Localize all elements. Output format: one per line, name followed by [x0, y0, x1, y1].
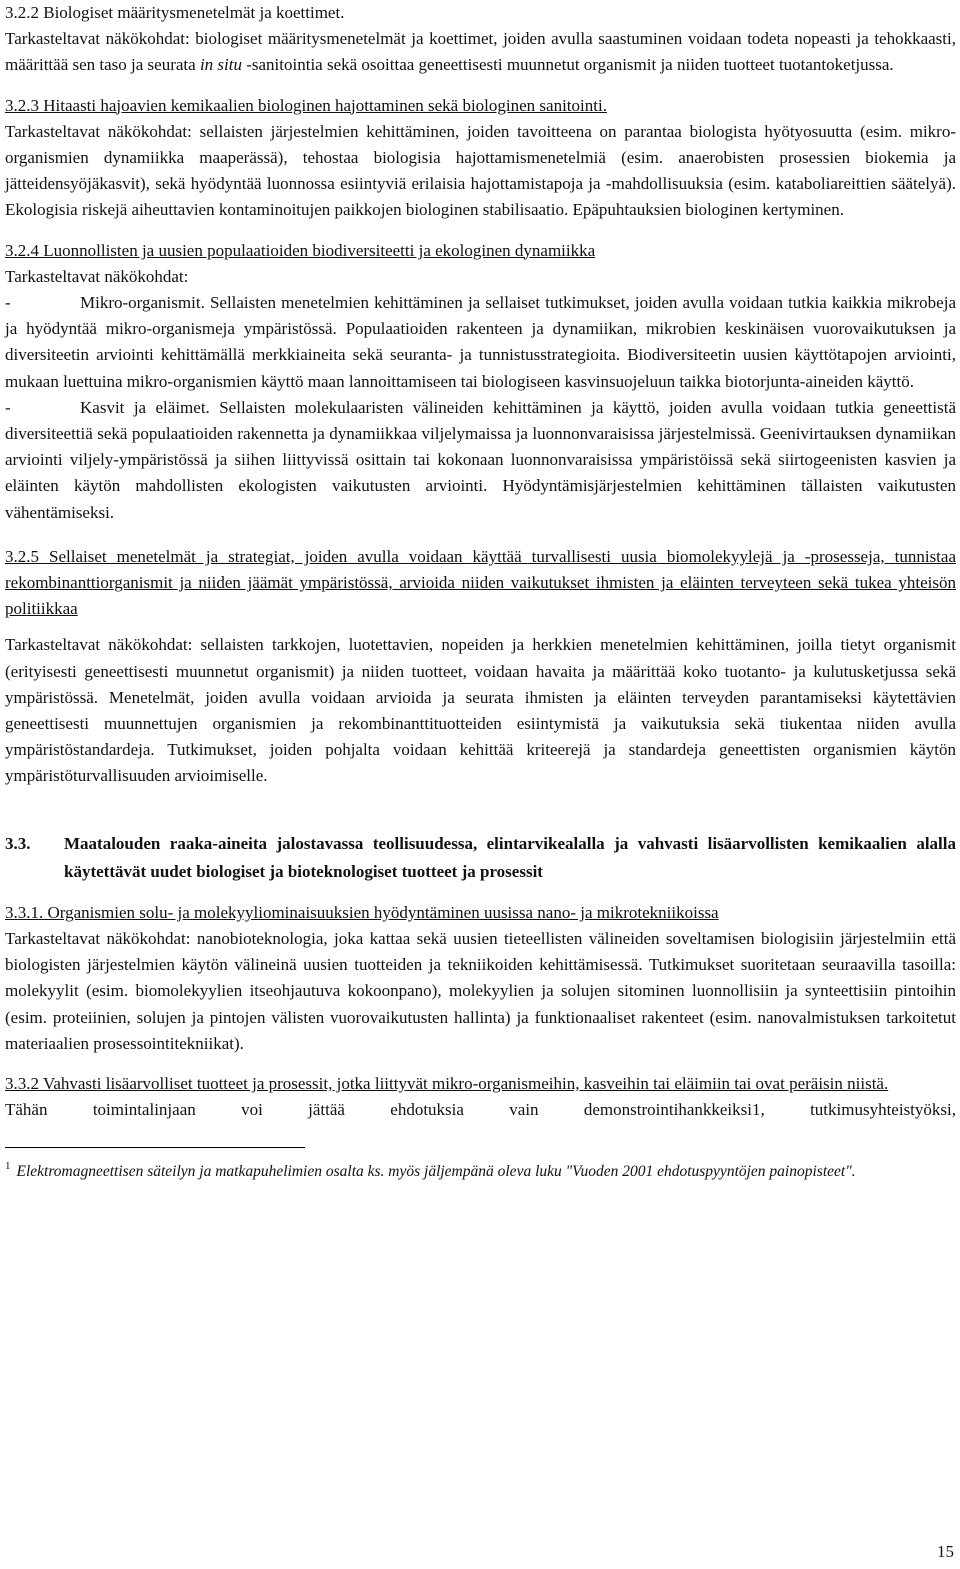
section-3-3-2-body: Tähän toimintalinjaan voi jättää ehdotuksia vain demonstrointihankkeiksi1, tutkimusyhteistyöksi, [5, 1100, 956, 1120]
section-3-3-1-heading: 3.3.1. Organismien solu- ja molekyyliominaisuuksien hyödyntäminen uusissa nano- ja mikrotekniikoissa [5, 902, 719, 922]
section-3-2-2-body-part2: -sanitointia sekä osoittaa geneettisesti muunnetut organismit ja niiden tuotteet tuotantoketjussa. [241, 55, 894, 75]
section-3-2-4-intro: Tarkasteltavat näkökohdat: [5, 266, 189, 286]
list-dash: - [5, 293, 11, 313]
section-3-2-3-body: Tarkasteltavat näkökohdat: sellaisten järjestelmien kehittäminen, joiden tavoitteena on parantaa biologista hyötyosuutta (esim. mikro-organismien dynamiikka maaperässä), tehostaa biologisia hajottamismenetelmiä (esim. anaerobisten prosessien biokemia ja jätteidensyöjäkasvit), sekä hyödyntää luonnossa esiintyviä erilaisia hajottamistapoja ja -mahdollisuuksia (esim. kataboliareittien säätelyä). Ekologisia riskejä aiheuttavien kontaminoitujen paikkojen biologinen stabilisaatio. Epäpuhtauksien biologinen kertyminen. [5, 121, 956, 220]
section-3-2-4-item-plants-text: Kasvit ja eläimet. Sellaisten molekulaaristen välineiden kehittäminen ja käyttö, joiden avulla voidaan tutkia geneettistä diversiteettiä sekä populaatioiden rakennetta ja dynamiikkaa viljelymaissa ja luonnonvaraisissa järjestelmissä. Geenivirtauksen dynamiikan arviointi viljely-ympäristössä ja siihen liittyvissä osittain tai kokonaan luonnonvaraisissa ympäristöissä sekä siirtogeenisten kasvien ja eläinten käytön mahdollisten ekologisten vaikutusten arviointi. Hyödyntämisjärjestelmien kehittäminen tällaisten vaikutusten vähentämiseksi. [5, 397, 956, 522]
page-number: 15 [937, 1541, 954, 1561]
footnote-separator [5, 1147, 305, 1148]
footnote-marker: 1 [5, 1160, 11, 1173]
section-3-2-4-heading: 3.2.4 Luonnollisten ja uusien populaatioiden biodiversiteetti ja ekologinen dynamiikka [5, 240, 596, 260]
section-3-2-4-item-micro-text: Mikro-organismit. Sellaisten menetelmien kehittäminen ja sellaiset tutkimukset, joiden avulla voidaan tutkia kaikkia mikrobeja ja hyödyntää mikro-organismeja ympäristössä. Populaatioiden rakenteen ja dynamiikan, mikrobien keskinäisen vuorovaikutuksen ja diversiteetin arviointi kehittämällä merkkiaineita sekä seuranta- ja tunnistusstrategioita. Biodiversiteetin uusien käyttötapojen arviointi, mukaan luettuina mikro-organismien käyttö maan lannoittamiseen tai biologiseen kasvinsuojeluun taikka biotorjunta-aineiden käyttö. [5, 293, 956, 391]
list-dash: - [5, 397, 11, 417]
section-3-2-4-item-micro [5, 290, 956, 395]
section-3-3-1-body: Tarkasteltavat näkökohdat: nanobioteknologia, joka kattaa sekä uusien tieteellisten välineiden soveltamisen biologisiin järjestelmiin että biologisten järjestelmien käytön välineinä uusien tuotteiden ja tekniikoiden kehittämisessä. Tutkimukset suoritetaan seuraavilla tasoilla: molekyylit (esim. biomolekyylien itseohjautuva kokoonpano), molekyylien ja solujen sitominen luonnollisiin ja synteettisiin pintoihin (esim. proteiinien, solujen ja pintojen välisten vuorovaikutusten hallinta) ja funktionaaliset rakenteet (esim. nanovalmistuksen tarkoitetut materiaalien prosessointitekniikat). [5, 928, 956, 1053]
section-3-2-2-body-italic: in situ [199, 55, 242, 75]
section-3-2-2-body [5, 26, 956, 78]
section-3-3-heading [5, 830, 956, 886]
section-3-2-5-body: Tarkasteltavat näkökohdat: sellaisten tarkkojen, luotettavien, nopeiden ja herkkien menetelmien kehittäminen, joilla tietyt organismit (erityisesti geneettisesti muunnetut organismit) ja niiden tuotteet, voidaan havaita ja määrittää koko tuotanto- ja kulutusketjussa sekä ympäristössä. Menetelmät, joiden avulla voidaan arvioida ja seurata ihmisten ja eläinten terveyden parantamiseksi käytettävien geneettisesti muunnettujen organismien ja rekombinanttituotteiden esiintymistä ja vaikutuksia sekä tiukentaa niiden avulla ympäristöstandardeja. Tutkimukset, joiden pohjalta voidaan kehittää kriteerejä ja standardeja geneettisten organismien käytön ympäristöturvallisuuden arvioimiselle. [5, 635, 956, 786]
section-3-2-2-heading: 3.2.2 Biologiset määritysmenetelmät ja koettimet. [5, 3, 345, 22]
footnote [5, 1154, 956, 1184]
section-3-2-4-item-plants [5, 395, 956, 526]
section-3-3-2-heading: 3.3.2 Vahvasti lisäarvolliset tuotteet ja prosessit, jotka liittyvät mikro-organismeihin, kasveihin tai eläimiin tai ovat peräisin niistä. [5, 1073, 889, 1093]
document-page [5, 0, 956, 1184]
footnote-text: Elektromagneettisen säteilyn ja matkapuhelimien osalta ks. myös jäljempänä oleva luku "Vuoden 2001 ehdotuspyyntöjen painopisteet". [16, 1163, 856, 1181]
section-3-2-3-heading: 3.2.3 Hitaasti hajoavien kemikaalien biologinen hajottaminen sekä biologinen sanitointi. [5, 95, 607, 115]
section-3-3-number: 3.3. [5, 833, 31, 853]
section-3-2-5-heading: 3.2.5 Sellaiset menetelmät ja strategiat, joiden avulla voidaan käyttää turvallisesti uusia biomolekyylejä ja -prosesseja, tunnistaa rekombinanttiorganismit ja niiden jäämät ympäristössä, arvioida niiden vaikutukset ihmisten ja eläinten terveyteen sekä tukea yhteisön politiikkaa [5, 546, 956, 619]
section-3-3-title: Maatalouden raaka-aineita jalostavassa teollisuudessa, elintarvikealalla ja vahvasti lisäarvollisten kemikaalien alalla käytettävät uudet biologiset ja bioteknologiset tuotteet ja prosessit [64, 833, 956, 881]
section-3-2-2-body-part1: Tarkasteltavat näkökohdat: biologiset määritysmenetelmät ja koettimet, joiden avulla saastuminen voidaan todeta nopeasti ja tehokkaasti, määrittää sen taso ja seurata [5, 29, 956, 75]
